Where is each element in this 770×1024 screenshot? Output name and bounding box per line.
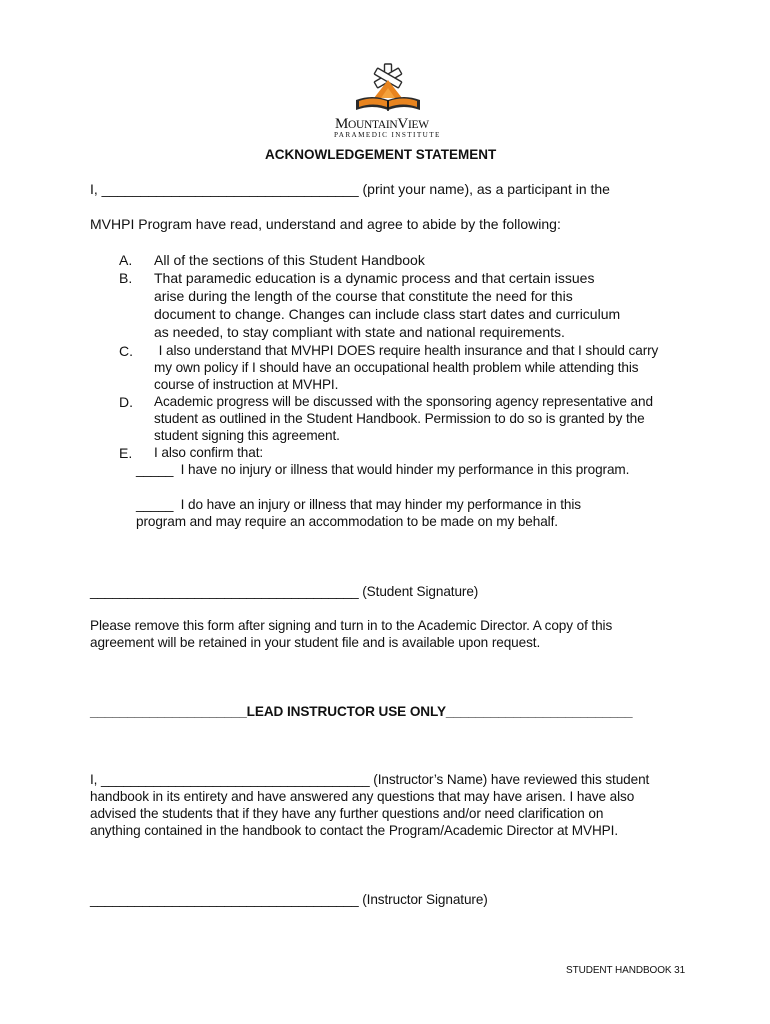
instructor-para-line-3: advised the students that if they have any further questions and/or need clarification on bbox=[90, 806, 604, 821]
item-a-line-1: All of the sections of this Student Handbook bbox=[154, 252, 425, 268]
logo-letter-m: M bbox=[335, 116, 349, 132]
item-b-line-1: That paramedic education is a dynamic process and that certain issues bbox=[154, 270, 595, 286]
page-title: ACKNOWLEDGEMENT STATEMENT bbox=[265, 147, 497, 162]
item-letter-d: D. bbox=[119, 394, 133, 410]
item-e-line-1: I also confirm that: bbox=[154, 445, 264, 460]
student-signature-line: ____________________________________ (Student Signature) bbox=[90, 584, 479, 599]
item-d-line-1: Academic progress will be discussed with the sponsoring agency representative and bbox=[154, 394, 653, 409]
remove-note-line-1: Please remove this form after signing and turn in to the Academic Director. A copy of this bbox=[90, 618, 613, 633]
item-b-line-3: document to change. Changes can include class start dates and curriculum bbox=[154, 306, 621, 322]
item-c-line-2: my own policy if I should have an occupational health problem while attending this bbox=[154, 360, 639, 375]
item-d-line-3: student signing this agreement. bbox=[154, 428, 340, 443]
intro-suffix: (print your name), as a participant in the bbox=[362, 181, 610, 197]
page-footer: STUDENT HANDBOOK 31 bbox=[566, 965, 686, 976]
instructor-para-line-4: anything contained in the handbook to contact the Program/Academic Director at MVHPI. bbox=[90, 823, 618, 838]
option-injury-line-1: _____ I do have an injury or illness that may hinder my performance in this bbox=[136, 497, 582, 512]
instructor-para-line-1: I, ____________________________________ (Instructor’s Name) have reviewed this student bbox=[90, 772, 650, 787]
logo-letter-v: V bbox=[397, 116, 408, 132]
logo-text-iew: IEW bbox=[407, 119, 429, 131]
item-letter-e: E. bbox=[119, 445, 133, 461]
item-d-line-2: student as outlined in the Student Handbook. Permission to do so is granted by the bbox=[154, 411, 645, 426]
item-letter-c: C. bbox=[119, 343, 133, 359]
remove-note-line-2: agreement will be retained in your student file and is available upon request. bbox=[90, 635, 541, 650]
name-blank: _________________________________ bbox=[101, 181, 359, 197]
item-c-line-3: course of instruction at MVHPI. bbox=[154, 377, 339, 392]
star-of-life-book-icon bbox=[348, 62, 428, 120]
logo-text-ountain: OUNTAIN bbox=[348, 119, 398, 131]
option-no-injury: _____ I have no injury or illness that would hinder my performance in this program. bbox=[136, 462, 630, 477]
logo-subtitle: PARAMEDIC INSTITUTE bbox=[334, 131, 441, 139]
item-b-line-4: as needed, to stay compliant with state and national requirements. bbox=[154, 324, 565, 340]
instructor-para-line-2: handbook in its entirety and have answered any questions that may have arisen. I have also bbox=[90, 789, 635, 804]
mountain-view-logo bbox=[348, 62, 428, 120]
item-c-line-1: I also understand that MVHPI DOES require health insurance and that I should carry bbox=[155, 343, 659, 358]
intro-prefix: I, bbox=[90, 181, 98, 197]
instructor-signature-line: ____________________________________ (Instructor Signature) bbox=[90, 892, 488, 907]
intro-line-2: MVHPI Program have read, understand and agree to abide by the following: bbox=[90, 216, 561, 232]
item-letter-b: B. bbox=[119, 270, 133, 286]
item-b-line-2: arise during the length of the course that constitute the need for this bbox=[154, 288, 573, 304]
instructor-section-header: _____________________LEAD INSTRUCTOR USE ONLY_________________________ bbox=[90, 704, 633, 719]
item-letter-a: A. bbox=[119, 252, 133, 268]
intro-line-1 bbox=[90, 181, 610, 197]
option-injury-line-2: program and may require an accommodation to be made on my behalf. bbox=[136, 514, 558, 529]
